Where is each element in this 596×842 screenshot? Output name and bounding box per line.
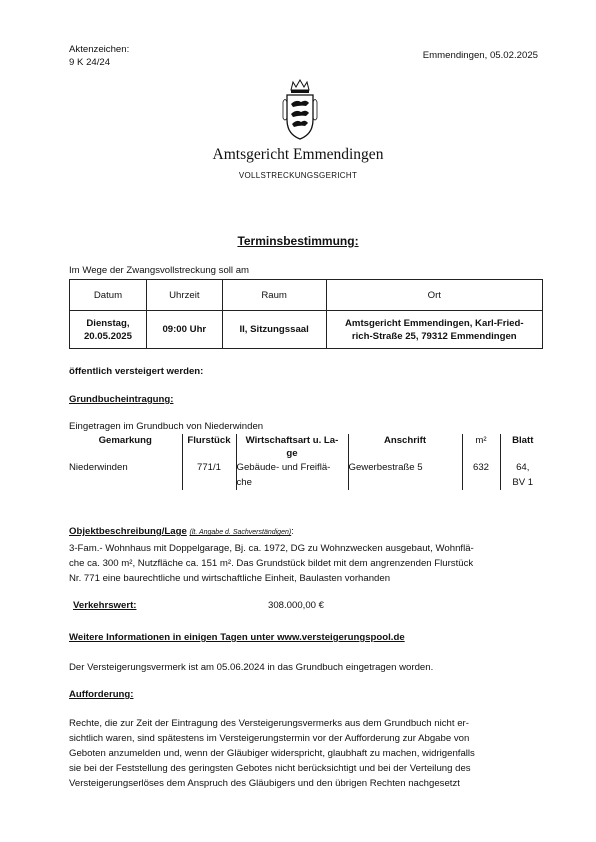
grundbuch-header-blatt: Blatt [512,435,534,446]
aufforderung-line4: sie bei der Feststellung des geringsten Gebotes nicht berücksichtigt und bei der Verteilung des [69,763,471,774]
vermerk-text: Der Versteigerungsvermerk ist am 05.06.2024 in das Grundbuch eingetragen worden. [69,662,434,673]
schedule-place [326,311,542,349]
objekt-note: (lt. Angabe d. Sachverständigen) [189,529,292,536]
grundbuch-table [69,434,545,490]
grundbuch-heading: Grundbucheintragung: [69,394,174,405]
objekt-heading: Objektbeschreibung/Lage [69,526,187,537]
court-department: VOLLSTRECKUNGSGERICHT [238,171,358,180]
grundbuch-anschrift: Gewerbestraße 5 [348,460,462,490]
grundbuch-flurstueck: 771/1 [182,460,236,490]
aufforderung-line2: sichtlich waren, sind spätestens im Versteigerungstermin vor der Aufforderung zur Abgabe von [69,733,470,744]
objekt-line2: che ca. 300 m², Nutzfläche ca. 151 m². Das Grundstück bildet mit dem angrenzenden Flurstück [69,558,474,569]
schedule-header-place: Ort [326,280,542,311]
objekt-colon: : [291,526,294,537]
place-date: Emmendingen, 05.02.2025 [422,50,538,61]
schedule-place-line1: Amtsgericht Emmendingen, Karl-Fried- [344,317,524,329]
grundbuch-blatt-line1: 64, [516,462,530,473]
grundbuch-wirtschaftsart-line1: Gebäude- und Freiflä- [236,462,331,473]
grundbuch-header-gemarkung: Gemarkung [69,434,182,460]
grundbuch-qm: 632 [462,460,500,490]
grundbuch-header-wirtschaftsart [236,434,348,460]
court-name: Amtsgericht Emmendingen [212,146,384,163]
schedule-date-line1: Dienstag, [86,317,130,329]
case-number-block [69,43,129,69]
grundbuch-header-anschrift: Anschrift [348,434,462,460]
objekt-line3: Nr. 771 eine baurechtliche und wirtschaftliche Einheit, Baulasten vorhanden [69,573,391,584]
schedule-header-row [70,280,543,311]
public-auction-text: öffentlich versteigert werden: [69,366,204,377]
info-text: Weitere Informationen in einigen Tagen unter www.versteigerungspool.de [69,632,405,643]
schedule-value-row [70,311,543,349]
verkehrswert-value: 308.000,00 € [268,600,325,611]
grundbuch-wirtschaftsart [236,460,348,490]
grundbuch-blatt-line2: BV 1 [512,477,534,488]
verkehrswert-label: Verkehrswert: [73,600,137,611]
aufforderung-heading: Aufforderung: [69,689,134,700]
grundbuch-header-qm: m² [462,434,500,460]
coat-of-arms-emblem [282,78,318,142]
schedule-place-line2: rich-Straße 25, 79312 Emmendingen [351,330,517,342]
objekt-line1: 3-Fam.- Wohnhaus mit Doppelgarage, Bj. ca. 1972, DG zu Wohnzwecken ausgebaut, Wohnflä- [69,543,474,554]
grundbuch-row [69,460,545,490]
grundbuch-header-wirtschaftsart-line1: Wirtschaftsart u. La- [245,435,339,446]
objekt-description [69,541,545,586]
grundbuch-header-wirtschaftsart-line2: ge [286,448,298,459]
schedule-header-date: Datum [70,280,147,311]
schedule-header-time: Uhrzeit [146,280,222,311]
case-number-label: Aktenzeichen: [69,44,130,55]
schedule-room: II, Sitzungssaal [222,311,326,349]
schedule-date [70,311,147,349]
intro-text: Im Wege der Zwangsvollstreckung soll am [69,265,250,276]
grundbuch-header-flurstueck: Flurstück [182,434,236,460]
grundbuch-intro: Eingetragen im Grundbuch von Niederwinden [69,421,264,432]
grundbuch-header-row [69,434,545,460]
schedule-header-room: Raum [222,280,326,311]
document-title: Terminsbestimmung: [237,234,359,248]
schedule-table [69,279,543,349]
grundbuch-blatt [500,460,545,490]
aufforderung-text [69,716,545,791]
schedule-date-line2: 20.05.2025 [83,330,132,342]
grundbuch-gemarkung: Niederwinden [69,460,182,490]
schedule-time: 09:00 Uhr [146,311,222,349]
grundbuch-wirtschaftsart-line2: che [236,477,252,488]
aufforderung-line3: Geboten anzumelden und, wenn der Gläubiger widerspricht, glaubhaft zu machen, widrigenfalls [69,748,475,759]
objekt-heading-line [69,526,294,537]
aufforderung-line5: Versteigerungserlöses dem Anspruch des Gläubigers und den übrigen Rechten nachgesetzt [69,778,460,789]
case-number: 9 K 24/24 [69,57,111,68]
aufforderung-line1: Rechte, die zur Zeit der Eintragung des Versteigerungsvermerks aus dem Grundbuch nicht er- [69,718,469,729]
